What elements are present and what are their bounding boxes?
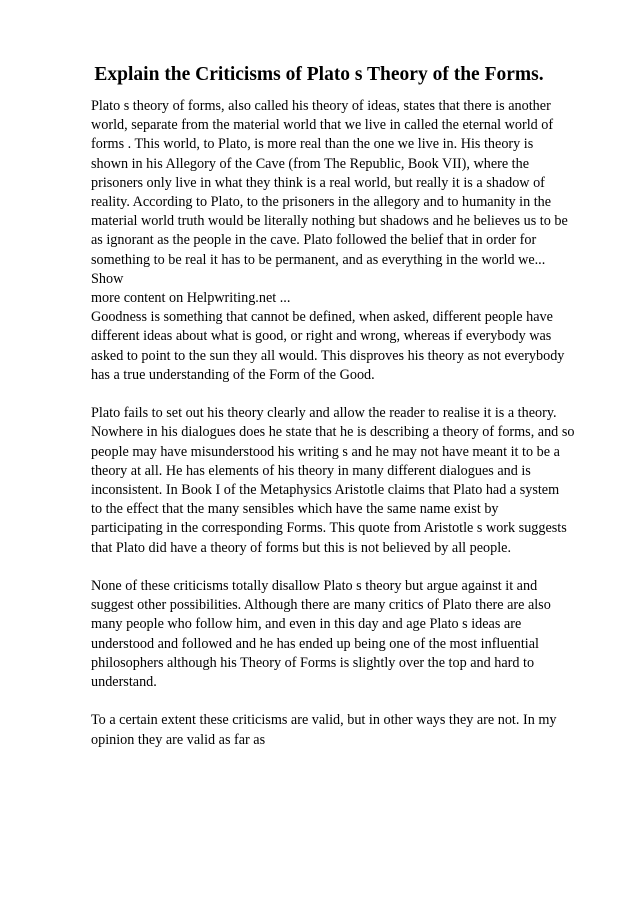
paragraph-spacer	[91, 385, 581, 404]
paragraph-1: Plato s theory of forms, also called his theory of ideas, states that there is another world, separate from the material world that we live in called the eternal world of forms . This world, to Plato, is more real than the one we live in. His theory is shown in his Allegory of the Cave (from The Republic, Book VII), where the prisoners only live in what they think is a real world, but really it is a shadow of reality. According to Plato, to the prisoners in the allegory and to humanity in the material world truth would be literally nothing but shadows and he believes us to be as ignorant as the people in the cave. Plato followed the belief that in order for something to be real it has to be permanent, and as everything in the world we... Show more content on Helpwriting.net ... Goodness is something that cannot be defined, when asked, different people have different ideas about what is good, or right and wrong, whereas if everybody was asked to point to the sun they all would. This disproves his theory as not everybody has a true understanding of the Form of the Good.	[91, 98, 568, 383]
paragraph-2: Plato fails to set out his theory clearly and allow the reader to realise it is a theory. Nowhere in his dialogues does he state that he is describing a theory of forms, and so people may have misunderstood his writing s and he may not have meant it to be a theory at all. He has elements of his theory in many different dialogues and is inconsistent. In Book I of the Metaphysics Aristotle claims that Plato had a system to the effect that the many sensibles which have the same name exist by participating in the corresponding Forms. This quote from Aristotle s work suggests that Plato did have a theory of forms but this is not believed by all people.	[91, 405, 575, 556]
paragraph-3: None of these criticisms totally disallow Plato s theory but argue against it and suggest other possibilities. Although there are many critics of Plato there are also many people who follow him, and even in this day and age Plato s ideas are understood and followed and he has ended up being one of the most influential philosophers although his Theory of Forms is slightly over the top and hard to understand.	[91, 578, 551, 691]
paragraph-4: To a certain extent these criticisms are valid, but in other ways they are not. In my opinion they are valid as far as	[91, 712, 557, 748]
paragraph-spacer	[91, 558, 581, 577]
document-title: Explain the Criticisms of Plato s Theory of the Forms.	[94, 64, 544, 85]
document-body	[91, 97, 581, 750]
paragraph-spacer	[91, 692, 581, 711]
